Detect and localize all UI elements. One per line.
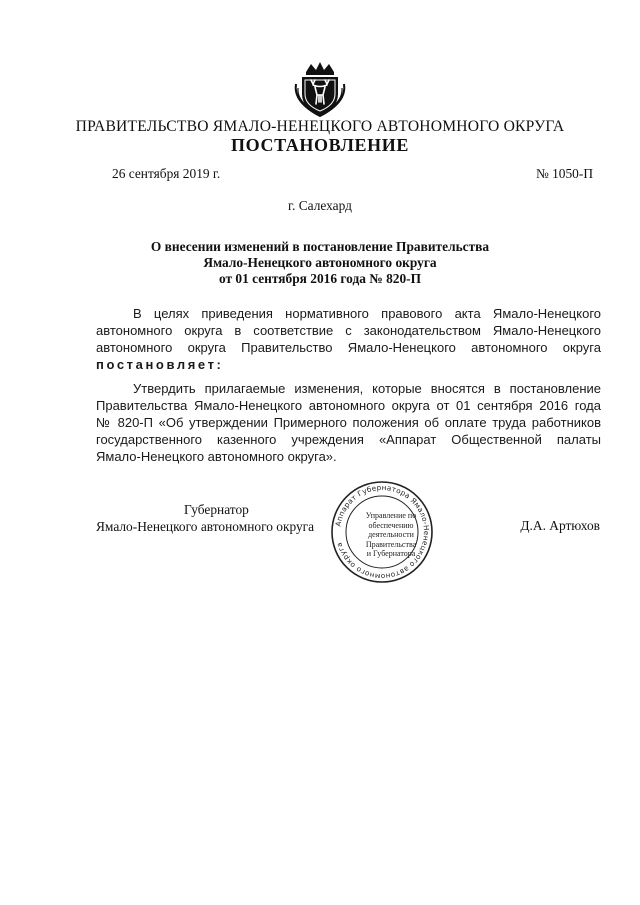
- title-line: Ямало-Ненецкого автономного округа: [203, 255, 437, 270]
- stamp-ring-text: Аппарат Губернатора Ямало-Ненецкого автономного округа: [333, 482, 432, 582]
- paragraph-line: Правительства Ямало-Ненецкого автономного округа от 01 сентября 2016 года: [96, 398, 601, 413]
- document-type: ПОСТАНОВЛЕНИЕ: [231, 135, 409, 155]
- stamp-line: Управление по: [365, 511, 417, 520]
- resolves-keyword: постановляет:: [96, 357, 224, 372]
- stamp-line: обеспечению: [368, 520, 414, 530]
- stamp-line: Правительства: [365, 539, 417, 549]
- document-city: г. Салехард: [288, 198, 352, 213]
- paragraph-line: Ямало-Ненецкого автономного округа».: [96, 449, 337, 464]
- signatory-region: Ямало-Ненецкого автономного округа: [96, 519, 315, 534]
- stamp-center-text: [354, 511, 428, 559]
- stamp-line: и Губернатора: [366, 549, 416, 558]
- stamp-line: деятельности: [368, 530, 414, 539]
- signatory-name: Д.А. Артюхов: [520, 518, 600, 533]
- document-title: [0, 239, 640, 287]
- paragraph-line: В целях приведения нормативного правового акта Ямало-Ненецкого: [133, 306, 601, 321]
- title-line: от 01 сентября 2016 года № 820-П: [218, 271, 422, 286]
- paragraph-line: № 820-П «Об утверждении Примерного положения об оплате труда работников: [96, 415, 601, 430]
- government-name: ПРАВИТЕЛЬСТВО ЯМАЛО-НЕНЕЦКОГО АВТОНОМНОГО ОКРУГА: [75, 118, 565, 135]
- document-number: № 1050-П: [535, 166, 593, 181]
- paragraph-resolution: [96, 380, 601, 465]
- coat-of-arms-icon: [290, 58, 350, 118]
- signatory-position: Губернатор: [184, 502, 249, 517]
- paragraph-line: Утвердить прилагаемые изменения, которые вносятся в постановление: [133, 381, 601, 396]
- paragraph-line: автономного округа в соответствие с законодательством Ямало-Ненецкого: [96, 323, 601, 338]
- paragraph-line: автономного округа Правительство Ямало-Ненецкого автономного округа: [96, 340, 601, 355]
- document-date: 26 сентября 2019 г.: [112, 166, 221, 181]
- paragraph-preamble: [96, 305, 601, 373]
- title-line: О внесении изменений в постановление Правительства: [150, 239, 490, 254]
- paragraph-line: государственного казенного учреждения «Аппарат Общественной палаты: [96, 432, 601, 447]
- signatory-title: [96, 501, 346, 535]
